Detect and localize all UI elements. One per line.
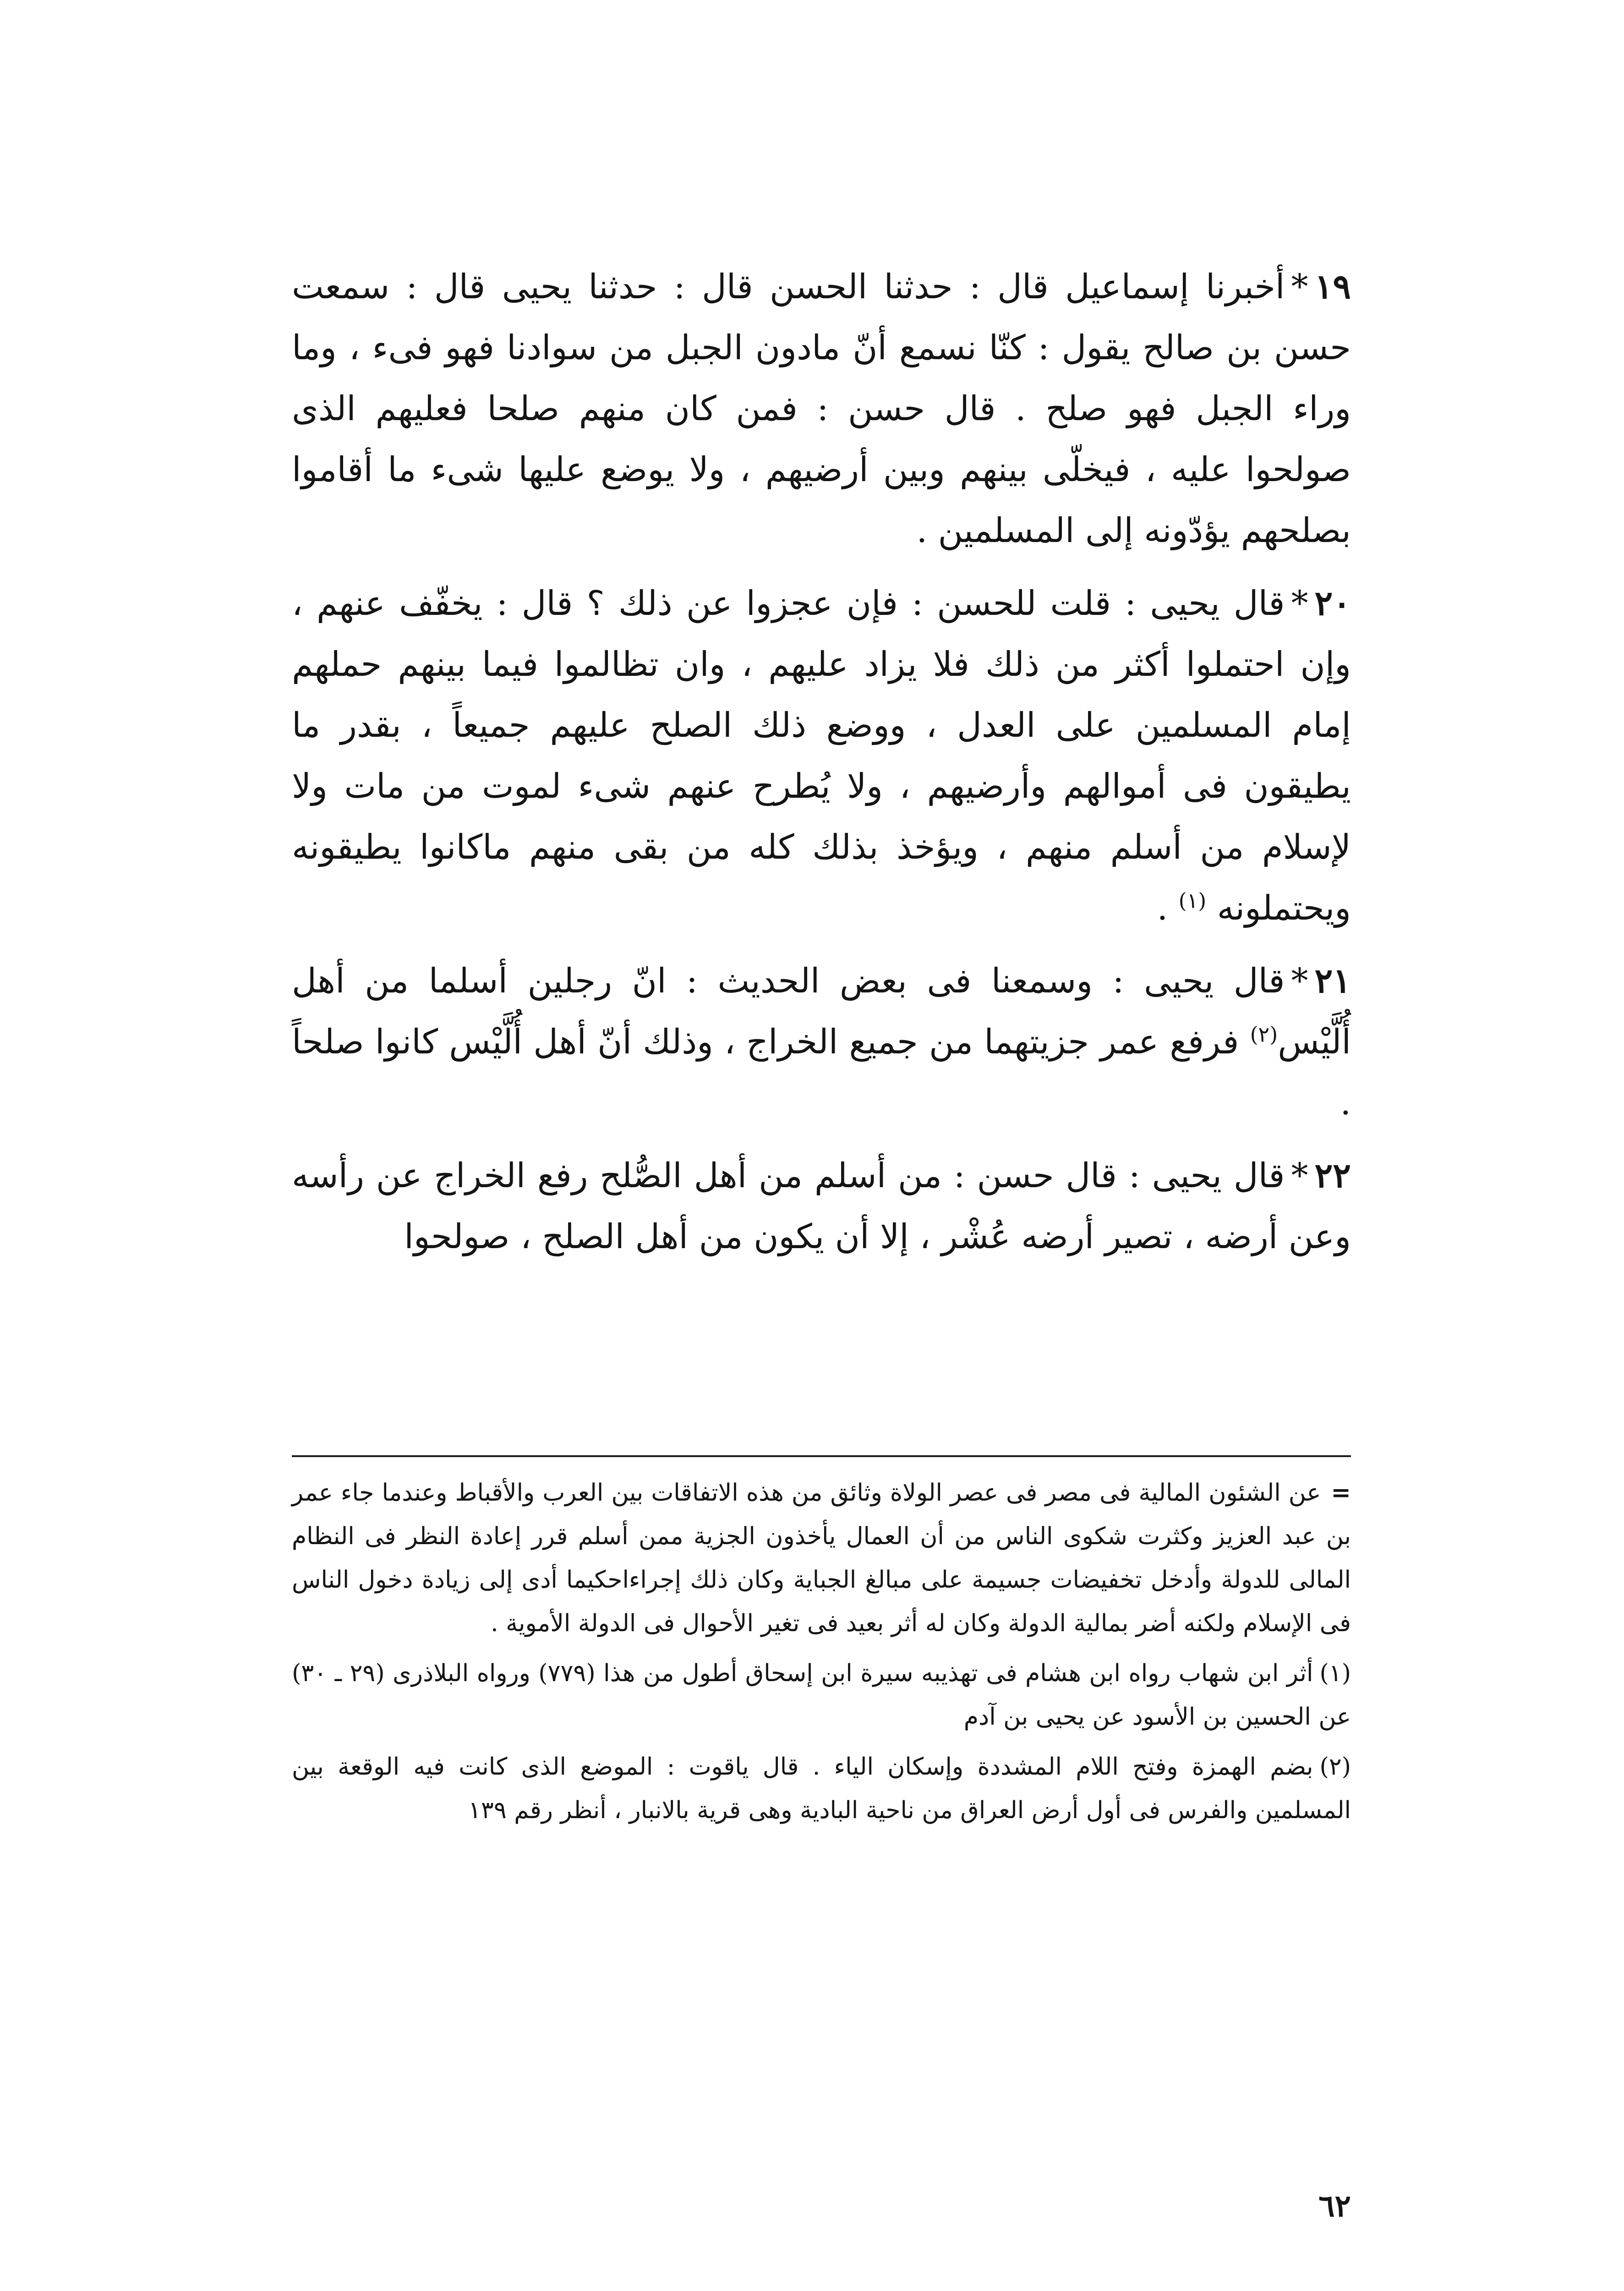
paragraph-number: ٢١ xyxy=(1314,961,1351,1001)
footnotes xyxy=(292,1471,1351,1839)
paragraph-text-continued: فرفع عمر جزيتهما من جميع الخراج ، وذلك أنّ أهل أُلَّيْس كانوا صلحاً . xyxy=(292,1022,1351,1123)
paragraph-21 xyxy=(292,951,1351,1134)
paragraph-number: ٢٠ xyxy=(1314,584,1351,623)
paragraph-end: . xyxy=(1157,888,1179,928)
paragraph-star: * xyxy=(1291,1156,1308,1195)
paragraph-star: * xyxy=(1291,584,1308,623)
footnote-text: أثر ابن شهاب رواه ابن هشام فى تهذيبه سيرة ابن إسحاق أطول من هذا (٧٧٩) ورواه البلاذرى (٢٩ ـ ٣٠) عن الحسين بن الأسود عن يحيى بن آدم xyxy=(292,1660,1351,1731)
paragraph-text: قال يحيى : قال حسن : من أسلم من أهل الصُّلح رفع الخراج عن رأسه وعن أرضه ، تصير أرضه عُشْر ، إلا أن يكون من أهل الصلح ، صولحوا xyxy=(292,1156,1351,1256)
main-text xyxy=(292,257,1351,1279)
page-number: ٦٢ xyxy=(1318,2188,1351,2224)
footnote-number: (١) xyxy=(1319,1660,1351,1687)
paragraph-20 xyxy=(292,573,1351,939)
footnote-number: (٢) xyxy=(1319,1753,1351,1781)
paragraph-text: قال يحيى : قلت للحسن : فإن عجزوا عن ذلك ؟ قال : يخفّف عنهم ، وإن احتملوا أكثر من ذلك فلا يزاد عليهم ، وان تظالموا فيما بينهم حملهم إمام المسلمين على العدل ، ووضع ذلك الصلح عليهم جميعاً ، بقدر ما يطيقون فى أموالهم وأرضيهم ، ولا يُطرح عنهم شىء لموت من مات ولا لإسلام من أسلم منهم ، ويؤخذ بذلك كله من بقى منهم ماكانوا يطيقونه ويحتملونه xyxy=(292,584,1351,928)
footnote-2 xyxy=(292,1745,1351,1832)
continuation-mark: = xyxy=(1331,1479,1351,1507)
footnote-1 xyxy=(292,1652,1351,1739)
paragraph-22 xyxy=(292,1146,1351,1267)
paragraph-number: ٢٢ xyxy=(1314,1156,1351,1195)
paragraph-star: * xyxy=(1291,961,1308,1001)
footnote-text: عن الشئون المالية فى مصر فى عصر الولاة وثائق من هذه الاتفاقات بين العرب والأقباط وعندما جاء عمر بن عبد العزيز وكثرت شكوى الناس من أن العمال يأخذون الجزية ممن أسلم قرر إعادة النظر فى النظام المالى للدولة وأدخل تخفيضات جسيمة على مبالغ الجباية وكان ذلك إجراءاحكيما أدى إلى زيادة دخول الناس فى الإسلام ولكنه أضر بمالية الدولة وكان له أثر بعيد فى تغير الأحوال فى الدولة الأموية . xyxy=(292,1479,1351,1637)
footnote-text: بضم الهمزة وفتح اللام المشددة وإسكان الياء . قال ياقوت : الموضع الذى كانت فيه الوقعة بين المسلمين والفرس فى أول أرض العراق من ناحية البادية وهى قرية بالانبار ، أنظر رقم ١٣٩ xyxy=(292,1753,1351,1824)
paragraph-star: * xyxy=(1291,267,1308,307)
footnote-continuation xyxy=(292,1471,1351,1645)
footnote-reference: (٢) xyxy=(1250,1022,1278,1047)
footnote-separator xyxy=(292,1455,1351,1457)
paragraph-19 xyxy=(292,257,1351,561)
paragraph-number: ١٩ xyxy=(1314,267,1351,307)
paragraph-text: قال يحيى : وسمعنا فى بعض الحديث : انّ رجلين أسلما من أهل أُلَّيْس xyxy=(292,961,1351,1062)
paragraph-text: أخبرنا إسماعيل قال : حدثنا الحسن قال : حدثنا يحيى قال : سمعت حسن بن صالح يقول : كنّا نسمع أنّ مادون الجبل من سوادنا فهو فىء ، وما وراء الجبل فهو صلح . قال حسن : فمن كان منهم صلحا فعليهم الذى صولحوا عليه ، فيخلّى بينهم وبين أرضيهم ، ولا يوضع عليها شىء ما أقاموا بصلحهم يؤدّونه إلى المسلمين . xyxy=(292,267,1351,550)
footnote-reference: (١) xyxy=(1178,888,1207,913)
